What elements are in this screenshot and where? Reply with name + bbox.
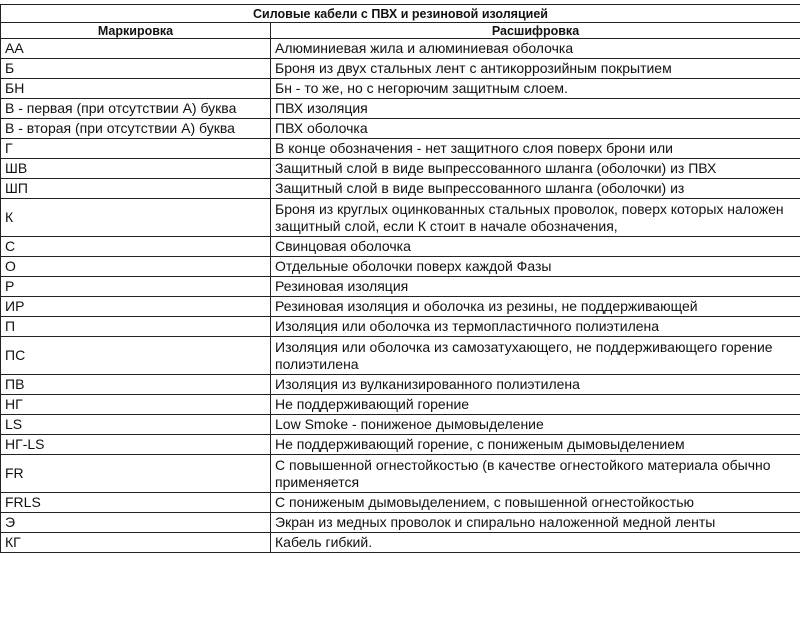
decoding-cell: Изоляция или оболочка из самозатухающего, не поддерживающего горение полиэтилена [271,337,800,375]
decoding-cell: Резиновая изоляция [271,277,800,297]
marking-cell: НГ [1,395,271,415]
table-row [1,59,800,79]
table-row [1,435,800,455]
table-row [1,159,800,179]
marking-cell: Г [1,139,271,159]
marking-cell: С [1,237,271,257]
decoding-cell: Изоляция или оболочка из термопластичного полиэтилена [271,317,800,337]
table-row [1,119,800,139]
table-row [1,297,800,317]
table-title-row [1,5,800,23]
table-row [1,277,800,297]
table-row [1,257,800,277]
table-title: Силовые кабели с ПВХ и резиновой изоляцией [1,5,800,23]
decoding-cell: Не поддерживающий горение, с пониженым дымовыделением [271,435,800,455]
table-row [1,199,800,237]
decoding-cell: Кабель гибкий. [271,533,800,553]
decoding-cell: Low Smoke - пониженое дымовыделение [271,415,800,435]
decoding-cell: Отдельные оболочки поверх каждой Фазы [271,257,800,277]
decoding-cell: С повышенной огнестойкостью (в качестве огнестойкого материала обычно применяется [271,455,800,493]
marking-cell: В - вторая (при отсутствии А) буква [1,119,271,139]
table-row [1,533,800,553]
table-row [1,179,800,199]
table-body [1,39,800,553]
marking-cell: ШВ [1,159,271,179]
decoding-cell: Экран из медных проволок и спирально наложенной медной ленты [271,513,800,533]
marking-cell: FRLS [1,493,271,513]
marking-cell: О [1,257,271,277]
marking-cell: БН [1,79,271,99]
decoding-cell: С пониженым дымовыделением, с повышенной огнестойкостью [271,493,800,513]
marking-cell: LS [1,415,271,435]
decoding-cell: Свинцовая оболочка [271,237,800,257]
table-row [1,39,800,59]
decoding-cell: Не поддерживающий горение [271,395,800,415]
table-row [1,375,800,395]
marking-cell: В - первая (при отсутствии А) буква [1,99,271,119]
table-header-row [1,23,800,39]
marking-cell: Э [1,513,271,533]
marking-cell: FR [1,455,271,493]
decoding-cell: Резиновая изоляция и оболочка из резины, не поддерживающей [271,297,800,317]
marking-cell: ИР [1,297,271,317]
decoding-cell: ПВХ изоляция [271,99,800,119]
decoding-cell: В конце обозначения - нет защитного слоя поверх брони или [271,139,800,159]
table-row [1,99,800,119]
marking-cell: АА [1,39,271,59]
decoding-cell: ПВХ оболочка [271,119,800,139]
marking-cell: Р [1,277,271,297]
table-row [1,337,800,375]
marking-cell: НГ-LS [1,435,271,455]
cable-marking-table [0,4,800,553]
marking-cell: К [1,199,271,237]
decoding-cell: Защитный слой в виде выпрессованного шланга (оболочки) из ПВХ [271,159,800,179]
marking-cell: П [1,317,271,337]
header-decoding: Расшифровка [271,23,800,39]
decoding-cell: Алюминиевая жила и алюминиевая оболочка [271,39,800,59]
decoding-cell: Броня из круглых оцинкованных стальных проволок, поверх которых наложен защитный слой, если К стоит в начале обозначения, [271,199,800,237]
table-row [1,415,800,435]
decoding-cell: Бн - то же, но с негорючим защитным слоем. [271,79,800,99]
table-row [1,493,800,513]
marking-cell: КГ [1,533,271,553]
marking-cell: ШП [1,179,271,199]
table-row [1,139,800,159]
decoding-cell: Изоляция из вулканизированного полиэтилена [271,375,800,395]
header-marking: Маркировка [1,23,271,39]
table-row [1,455,800,493]
marking-cell: ПВ [1,375,271,395]
table-row [1,237,800,257]
marking-cell: Б [1,59,271,79]
table-row [1,79,800,99]
table-row [1,513,800,533]
decoding-cell: Броня из двух стальных лент с антикоррозийным покрытием [271,59,800,79]
table-row [1,395,800,415]
marking-cell: ПС [1,337,271,375]
table-row [1,317,800,337]
decoding-cell: Защитный слой в виде выпрессованного шланга (оболочки) из [271,179,800,199]
